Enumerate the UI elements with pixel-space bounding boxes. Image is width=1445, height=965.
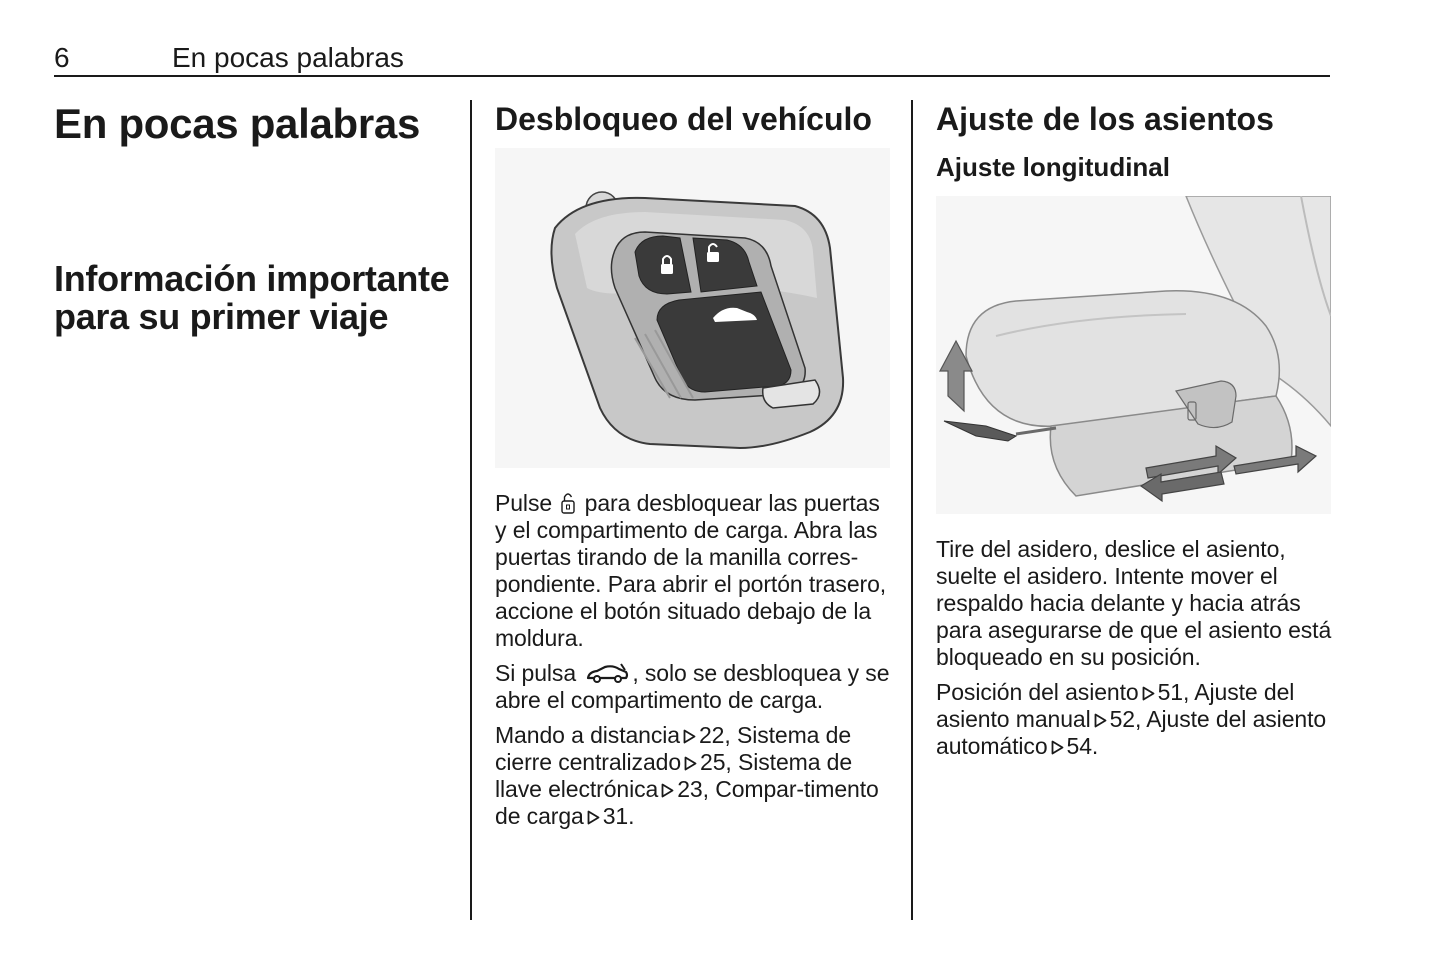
- page-reference-arrow-icon: [661, 783, 674, 798]
- text-run: .: [628, 803, 635, 829]
- page-reference-arrow-icon: [684, 756, 697, 771]
- text-run: .: [1091, 733, 1099, 759]
- page-reference[interactable]: 54: [1066, 733, 1092, 759]
- paragraph-seat-instructions: Tire del asidero, deslice el asiento, suelte el asidero. Intente mover el respaldo hacia delante y hacia atrás para asegurarse de que el asiento está bloqueado en su posición.: [936, 536, 1332, 670]
- paragraph-unlock: [495, 490, 895, 652]
- car-tailgate-icon: [585, 662, 629, 684]
- unlock-icon: [560, 491, 576, 515]
- text-run: para desbloquear las puertas y el compartimento de carga. Abra las puertas tirando de la manilla corres-pondiente. Para abrir el portón trasero, accione el botón situado debajo de la moldura.: [495, 490, 887, 651]
- text-run: , Sistema de llave electrónica: [495, 749, 853, 802]
- text-run: , Ajuste del asiento manual: [936, 679, 1295, 732]
- paragraph-references: [936, 679, 1336, 760]
- column-left: [54, 96, 454, 336]
- section-title-line: Información importante: [54, 258, 450, 299]
- chapter-title: En pocas palabras: [54, 100, 421, 147]
- text-run: Posición del asiento: [936, 679, 1139, 705]
- text-run: , Ajuste del asiento automático: [936, 706, 1327, 759]
- section-heading: Desbloqueo del vehículo: [495, 101, 872, 137]
- text-run: Mando a distancia: [495, 722, 680, 748]
- text-run: , Sistema de cierre centralizado: [495, 722, 852, 775]
- page-reference-arrow-icon: [1142, 686, 1155, 701]
- page-reference-arrow-icon: [1051, 740, 1064, 755]
- text-run: Pulse: [495, 490, 553, 516]
- page-reference-arrow-icon: [683, 729, 696, 744]
- seat-adjustment-illustration: [936, 196, 1331, 514]
- page-reference[interactable]: 23: [677, 776, 703, 802]
- column-middle: [495, 96, 895, 838]
- page-reference-arrow-icon: [1094, 713, 1107, 728]
- header-rule: [54, 75, 1330, 77]
- section-title-line: para su primer viaje: [54, 296, 389, 337]
- paragraph-tailgate: [495, 660, 895, 714]
- section-heading: Ajuste de los asientos: [936, 101, 1274, 137]
- page-reference[interactable]: 51: [1157, 679, 1183, 705]
- text-run: , Compar-timento de carga: [495, 776, 879, 829]
- page-reference-arrow-icon: [587, 810, 600, 825]
- paragraph-references: [495, 722, 895, 830]
- page-number: 6: [54, 42, 70, 73]
- page-reference[interactable]: 22: [698, 722, 725, 748]
- page-reference[interactable]: 31: [602, 803, 629, 829]
- column-divider: [470, 100, 472, 920]
- column-divider: [911, 100, 913, 920]
- subsection-heading: Ajuste longitudinal: [936, 152, 1170, 182]
- column-right: [936, 96, 1336, 768]
- text-run: Si pulsa: [495, 660, 577, 686]
- page-reference[interactable]: 52: [1109, 706, 1135, 732]
- section-title: [54, 260, 454, 336]
- running-header-title: En pocas palabras: [172, 42, 404, 73]
- key-fob-illustration: [495, 148, 890, 468]
- text-run: , solo se desbloquea y se abre el compartimento de carga.: [495, 660, 890, 713]
- page-reference[interactable]: 25: [700, 749, 726, 775]
